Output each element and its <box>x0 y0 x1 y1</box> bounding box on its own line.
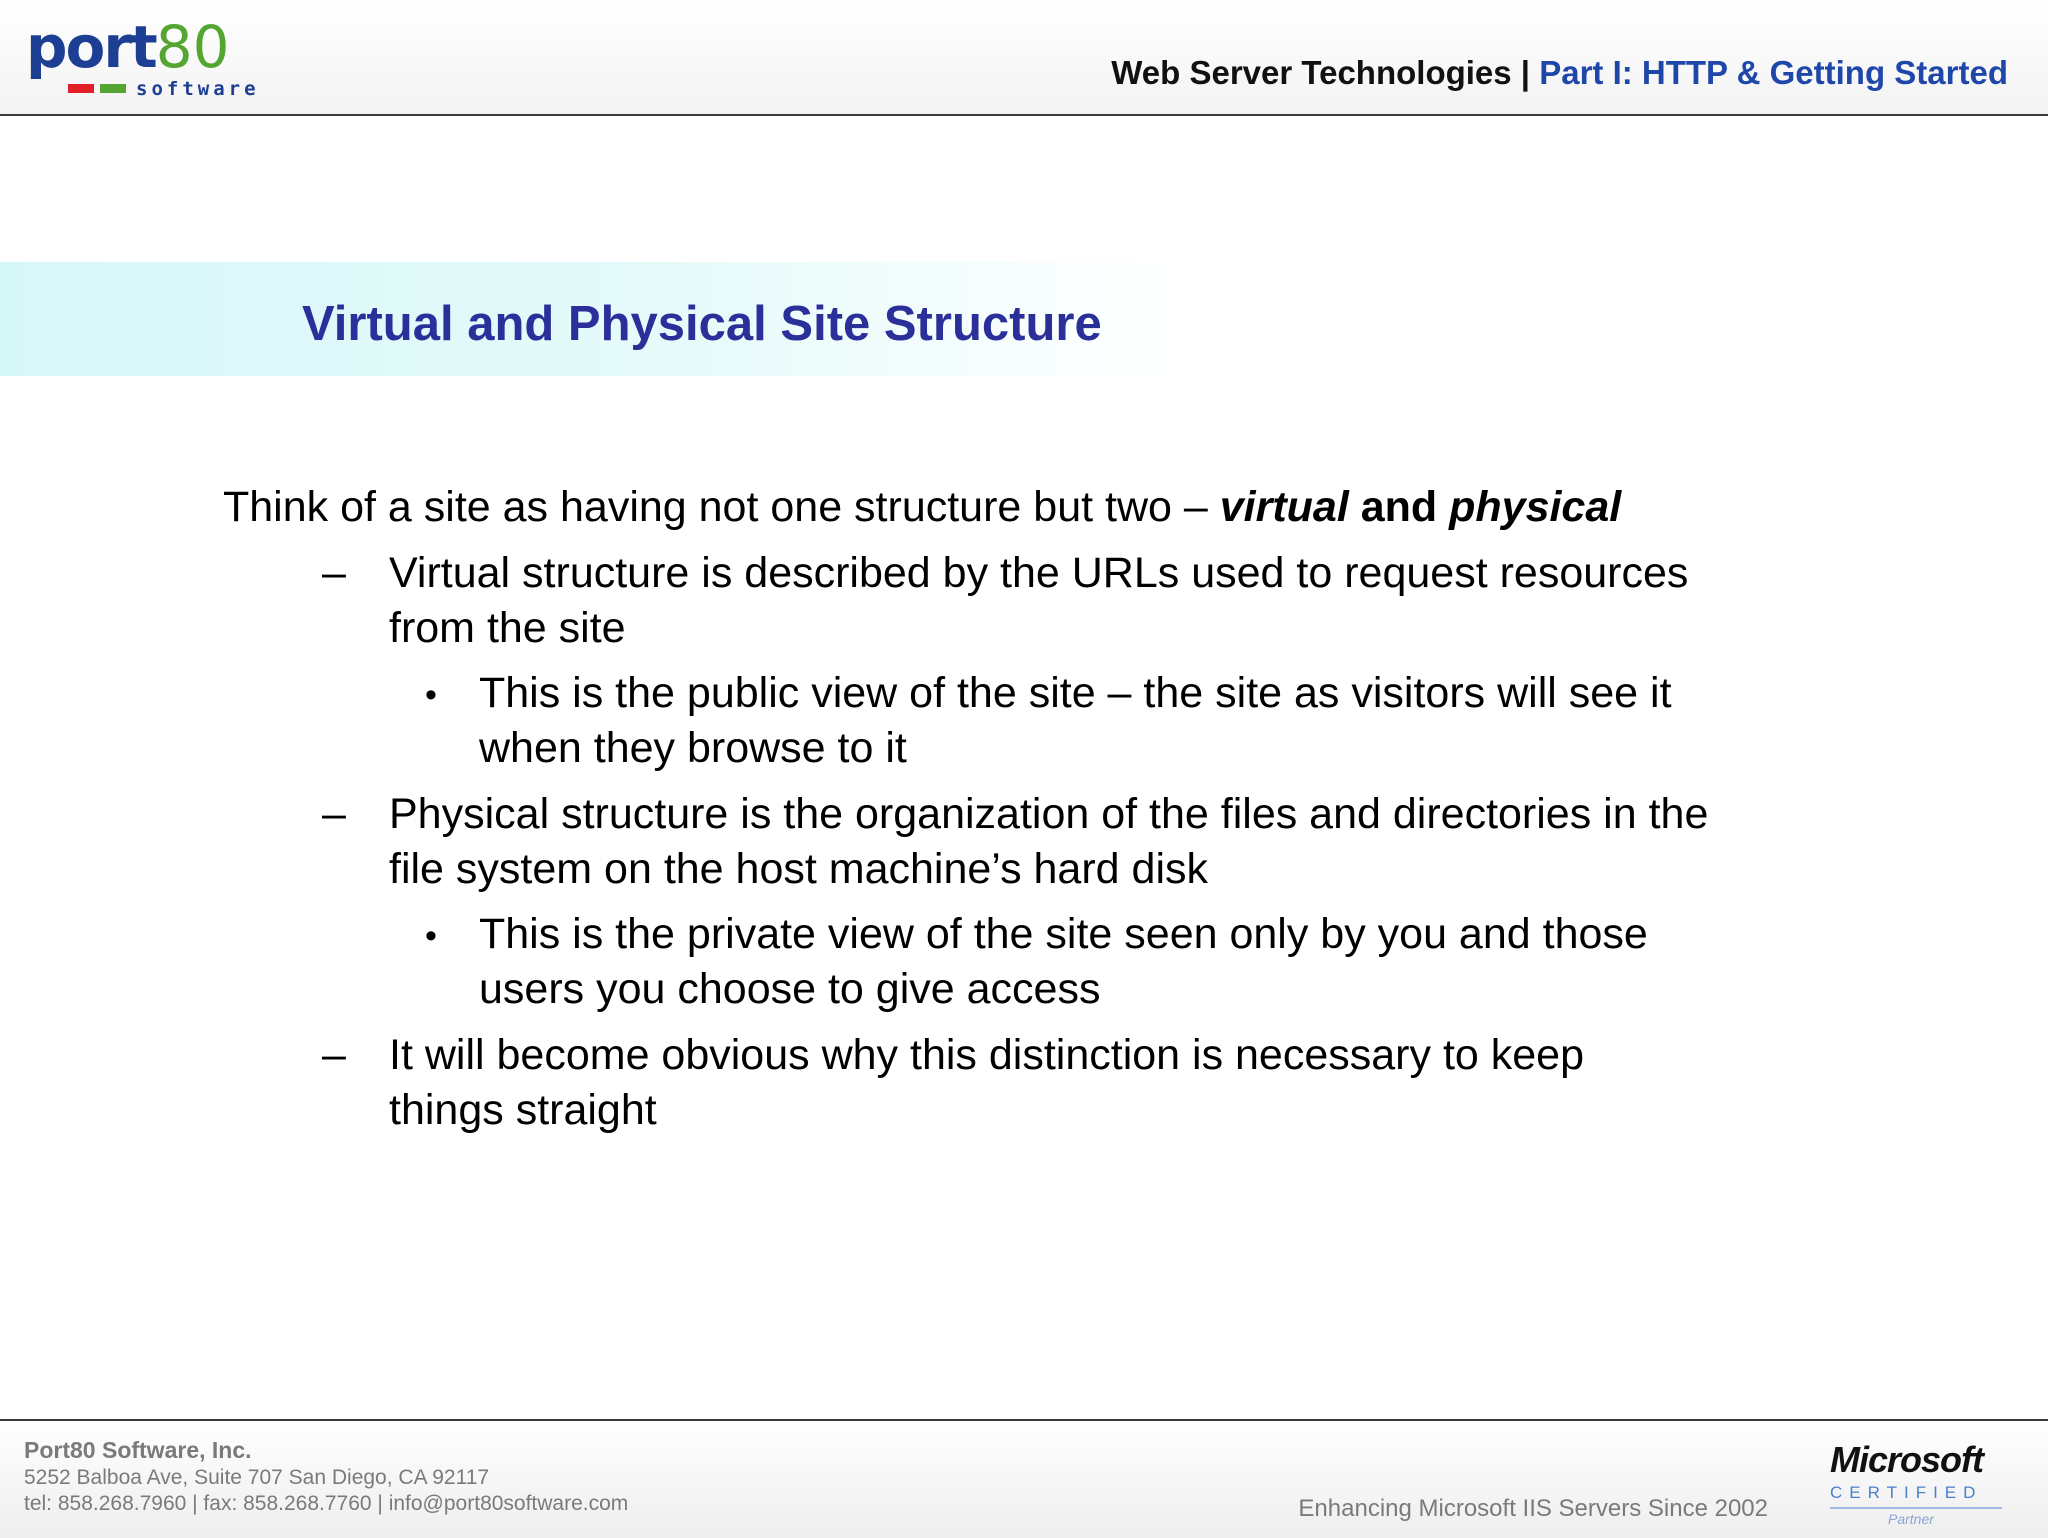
logo-word-80: 80 <box>155 13 230 81</box>
port80-logo <box>26 14 276 104</box>
item-1-line-2: from the site <box>389 604 626 652</box>
footer-company: Port80 Software, Inc. <box>24 1437 252 1463</box>
microsoft-certified-partner-badge <box>1824 1439 2008 1529</box>
partner-text: Partner <box>1888 1511 1934 1527</box>
logo-green-bar <box>100 84 126 93</box>
header-title <box>1111 54 2008 92</box>
item-2-line-1: Physical structure is the organization of the files and directories in the <box>389 790 1709 838</box>
logo-subtext: software <box>136 78 260 100</box>
dash-marker: – <box>322 790 346 838</box>
item-3-line-2: things straight <box>389 1086 657 1134</box>
logo-red-bar <box>68 84 94 93</box>
slide-footer <box>0 1419 2048 1538</box>
slide-title: Virtual and Physical Site Structure <box>302 297 1102 351</box>
slide-header <box>0 0 2048 116</box>
dash-marker: – <box>322 1031 346 1079</box>
item-3-line-1: It will become obvious why this distinction is necessary to keep <box>389 1031 1584 1079</box>
dash-marker: – <box>322 549 346 597</box>
logo-wordmark <box>26 13 230 81</box>
header-course-name: Web Server Technologies <box>1111 54 1512 91</box>
footer-tagline: Enhancing Microsoft IIS Servers Since 2002 <box>1298 1495 1768 1522</box>
item-1-line-1: Virtual structure is described by the URLs used to request resources <box>389 549 1689 597</box>
microsoft-logo-text: Microsoft <box>1830 1439 1983 1480</box>
intro-line <box>223 480 1621 535</box>
item-2-sub-line-2: users you choose to give access <box>479 965 1101 1013</box>
item-2-line-2: file system on the host machine’s hard disk <box>389 845 1208 893</box>
intro-physical: physical <box>1449 483 1622 531</box>
badge-divider <box>1830 1507 2002 1509</box>
header-separator: | <box>1511 54 1540 91</box>
bullet-marker: • <box>425 676 437 714</box>
intro-virtual: virtual <box>1219 483 1349 531</box>
bullet-marker: • <box>425 917 437 955</box>
intro-text: Think of a site as having not one structure but two – <box>223 483 1220 531</box>
footer-address: 5252 Balboa Ave, Suite 707 San Diego, CA 92117 <box>24 1466 490 1489</box>
certified-text: CERTIFIED <box>1830 1483 1983 1502</box>
item-1-sub-line-1: This is the public view of the site – the site as visitors will see it <box>479 669 1672 717</box>
item-2-sub-line-1: This is the private view of the site seen only by you and those <box>479 910 1648 958</box>
logo-word-port: port <box>26 13 156 81</box>
header-part-name: Part I: HTTP & Getting Started <box>1539 54 2008 91</box>
footer-contact: tel: 858.268.7960 | fax: 858.268.7760 | info@port80software.com <box>24 1492 629 1515</box>
intro-and: and <box>1348 483 1450 531</box>
item-1-sub-line-2: when they browse to it <box>479 724 907 772</box>
